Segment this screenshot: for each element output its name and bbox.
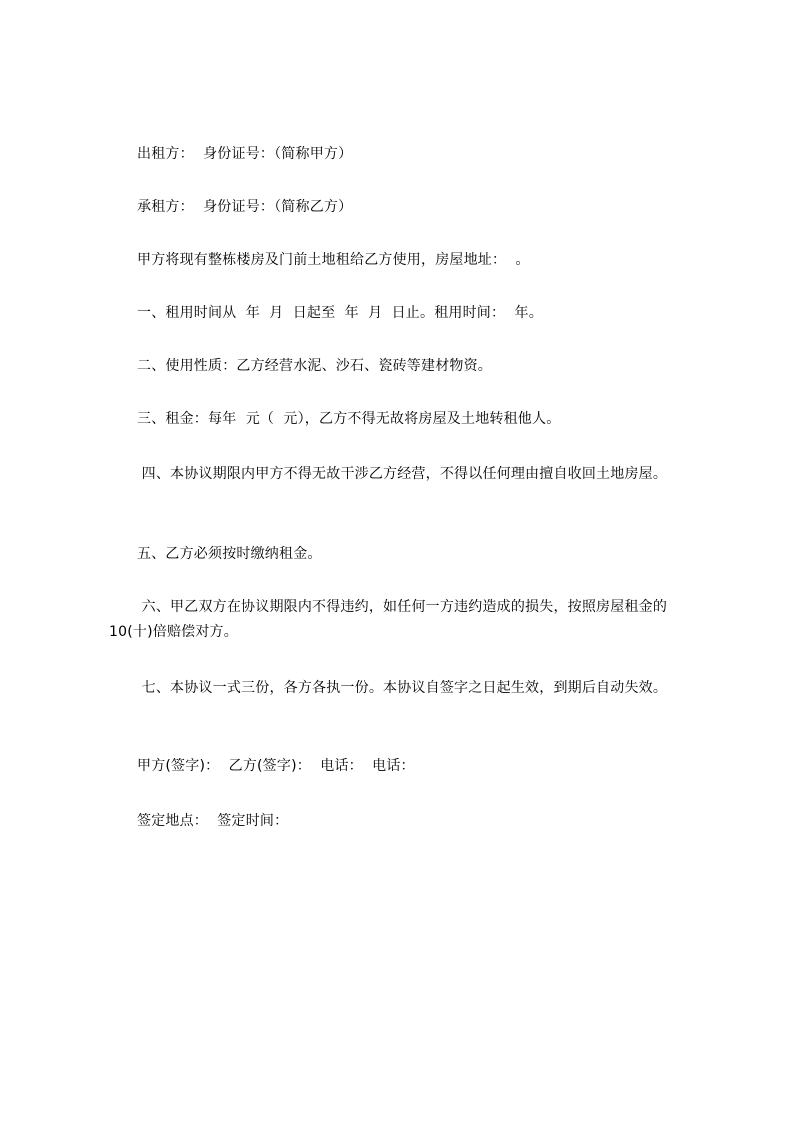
clause-2-usage: 二、使用性质：乙方经营水泥、沙石、瓷砖等建材物资。 (137, 358, 492, 374)
clause-4-non-interference: 四、本协议期限内甲方不得无故干涉乙方经营，不得以任何理由擅自收回土地房屋。 (137, 466, 668, 482)
property-address-line: 甲方将现有整栋楼房及门前土地租给乙方使用，房屋地址： 。 (137, 252, 530, 268)
signature-line: 甲方(签字)： 乙方(签字)： 电话： 电话： (137, 758, 415, 774)
clause-5-payment: 五、乙方必须按时缴纳租金。 (137, 546, 322, 562)
clause-6-breach: 六、甲乙双方在协议期限内不得违约，如任何一方违约造成的损失，按照房屋租金的 10(十)倍赔偿对方。 (109, 599, 672, 640)
clause-7-copies: 七、本协议一式三份，各方各执一份。本协议自签字之日起生效，到期后自动失效。 (137, 680, 668, 696)
clause-3-rent: 三、租金：每年 元（ 元），乙方不得无故将房屋及土地转租他人。 (137, 411, 561, 427)
lessee-line: 承租方： 身份证号：（简称乙方） (137, 199, 353, 215)
clause-1-lease-term: 一、租用时间从 年 月 日起至 年 月 日止。租用时间： 年。 (137, 305, 543, 321)
signing-place-time-line: 签定地点： 签定时间： (137, 813, 289, 829)
lessor-line: 出租方： 身份证号：（简称甲方） (137, 146, 353, 162)
